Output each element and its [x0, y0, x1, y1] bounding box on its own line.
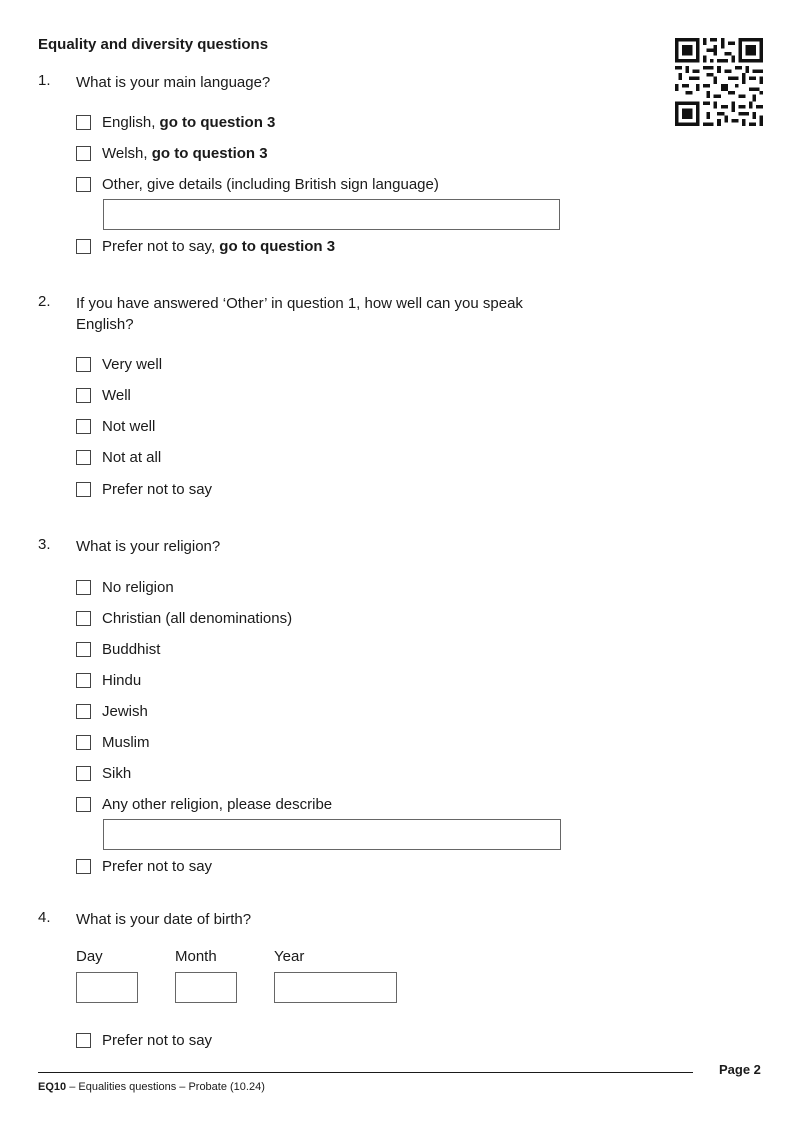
- page-number: Page 2: [719, 1062, 761, 1077]
- checkbox[interactable]: [76, 357, 91, 372]
- checkbox[interactable]: [76, 239, 91, 254]
- checkbox[interactable]: [76, 146, 91, 161]
- option-label: Very well: [102, 355, 163, 373]
- footer-divider: [38, 1072, 693, 1073]
- checkbox[interactable]: [76, 419, 91, 434]
- option-label: Buddhist: [102, 640, 161, 658]
- checkbox[interactable]: [76, 642, 91, 657]
- option-sikh[interactable]: [76, 763, 131, 783]
- question-text: What is your date of birth?: [76, 911, 252, 928]
- checkbox[interactable]: [76, 115, 91, 130]
- option-label: Sikh: [102, 764, 132, 782]
- question-number: 4.: [38, 909, 51, 926]
- option-hindu[interactable]: [76, 670, 141, 690]
- section-title: Equality and diversity questions: [38, 36, 269, 53]
- option-label: Well: [102, 386, 131, 404]
- checkbox[interactable]: [76, 580, 91, 595]
- option-other-religion[interactable]: [76, 794, 332, 814]
- question-text: What is your main language?: [76, 74, 271, 91]
- checkbox[interactable]: [76, 735, 91, 750]
- checkbox[interactable]: [76, 859, 91, 874]
- option-label: Prefer not to say: [102, 480, 213, 498]
- checkbox[interactable]: [76, 673, 91, 688]
- option-label: No religion: [102, 578, 174, 596]
- option-christian[interactable]: [76, 608, 292, 628]
- option-label: Prefer not to say: [102, 1031, 213, 1049]
- option-label: Welsh, go to question 3: [102, 144, 268, 162]
- day-label: Day: [76, 948, 103, 965]
- checkbox[interactable]: [76, 388, 91, 403]
- checkbox[interactable]: [76, 704, 91, 719]
- checkbox[interactable]: [76, 450, 91, 465]
- form-description: – Equalities questions – Probate (10.24): [66, 1081, 265, 1093]
- option-label: English, go to question 3: [102, 113, 276, 131]
- option-label: Prefer not to say: [102, 857, 213, 875]
- option-well[interactable]: [76, 385, 131, 405]
- form-code: EQ10: [38, 1081, 67, 1093]
- checkbox[interactable]: [76, 482, 91, 497]
- option-prefer-not-to-say-religion[interactable]: [76, 856, 212, 876]
- option-not-at-all[interactable]: [76, 447, 161, 467]
- option-label: Not at all: [102, 448, 162, 466]
- option-muslim[interactable]: [76, 732, 150, 752]
- month-input[interactable]: [175, 972, 237, 1003]
- option-jewish[interactable]: [76, 701, 148, 721]
- checkbox[interactable]: [76, 797, 91, 812]
- checkbox[interactable]: [76, 1033, 91, 1048]
- month-label: Month: [175, 948, 217, 965]
- option-not-well[interactable]: [76, 416, 155, 436]
- year-label: Year: [274, 948, 305, 965]
- option-prefer-not-to-say-dob[interactable]: [76, 1030, 212, 1050]
- question-text: What is your religion?: [76, 538, 221, 555]
- checkbox[interactable]: [76, 766, 91, 781]
- option-label: Jewish: [102, 702, 148, 720]
- qr-code-icon: [675, 38, 763, 126]
- option-no-religion[interactable]: [76, 577, 174, 597]
- option-label: Not well: [102, 417, 156, 435]
- year-input[interactable]: [274, 972, 397, 1003]
- question-number: 2.: [38, 293, 51, 310]
- question-text: If you have answered ‘Other’ in question 1, how well can you speak English?: [76, 295, 523, 333]
- option-english[interactable]: [76, 112, 275, 132]
- option-label: Hindu: [102, 671, 142, 689]
- checkbox[interactable]: [76, 611, 91, 626]
- day-input[interactable]: [76, 972, 138, 1003]
- form-reference: [38, 1081, 265, 1093]
- other-language-details-input[interactable]: [103, 199, 560, 230]
- other-religion-details-input[interactable]: [103, 819, 561, 850]
- option-label: Prefer not to say, go to question 3: [102, 237, 336, 255]
- option-label: Christian (all denominations): [102, 609, 293, 627]
- question-number: 1.: [38, 72, 51, 89]
- option-label: Any other religion, please describe: [102, 795, 333, 813]
- option-welsh[interactable]: [76, 143, 268, 163]
- checkbox[interactable]: [76, 177, 91, 192]
- question-number: 3.: [38, 536, 51, 553]
- option-buddhist[interactable]: [76, 639, 160, 659]
- option-label: Muslim: [102, 733, 150, 751]
- option-other-language[interactable]: [76, 174, 439, 194]
- option-very-well[interactable]: [76, 354, 162, 374]
- option-label: Other, give details (including British sign language): [102, 175, 439, 193]
- option-prefer-not-to-say-english[interactable]: [76, 479, 212, 499]
- option-prefer-not-to-say-language[interactable]: [76, 236, 335, 256]
